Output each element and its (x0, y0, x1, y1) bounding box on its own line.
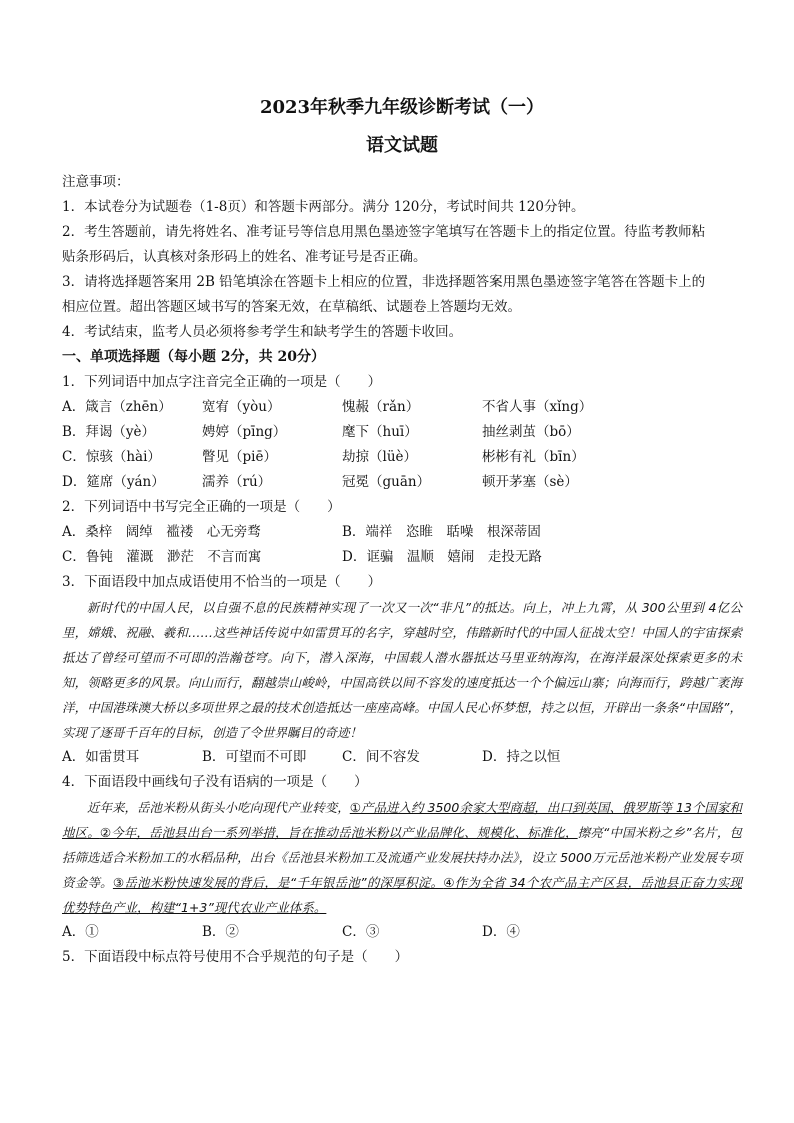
option-cell: 宽宥（yòu） (202, 399, 281, 415)
option-cell: 愧赧（rǎn） (342, 399, 420, 415)
option-row (62, 445, 742, 470)
option-row (62, 745, 742, 770)
question-5 (62, 945, 742, 970)
question-4 (62, 770, 742, 945)
option-cell: B．② (202, 924, 239, 940)
section-heading: 一、单项选择题（每小题 2分，共 20分） (62, 349, 325, 365)
option-cell: 彬彬有礼（bīn） (482, 449, 585, 465)
reading-passage: 新时代的中国人民，以自强不息的民族精神实现了一次又一次“非凡”的抵达。向上，冲上九霄，从 300公里到 4亿公里，嫦娥、祝融、羲和……这些神话传说中如雷贯耳的名字，穿越时空，伟踏新时代的中国人征战太空！中国人的宇宙探索抵达了曾经可望而不可即的浩瀚苍穹。向下，潜入深海，中国载人潜水器抵达马里亚纳海沟，在海洋最深处探索更多的未知，领略更多的风景。向山而行，翻越崇山峻岭，中国高铁以间不容发的速度抵达一个个偏远山寨；向海而行，跨越广袤海洋，中国港珠澳大桥以多项世界之最的技术创造抵达一座座高峰。中国人民心怀梦想，持之以恒，开辟出一条条“中国路”，实现了逐哥千百年的目标，创造了令世界瞩目的奇迹！ (62, 600, 742, 740)
option-row (62, 395, 742, 420)
option-cell: D．持之以恒 (482, 749, 561, 765)
question-stem: 2．下列词语中书写完全正确的一项是（ ） (62, 499, 341, 515)
exam-page (62, 96, 742, 970)
question-stem: 5．下面语段中标点符号使用不合乎规范的句子是（ ） (62, 949, 409, 965)
underlined-sentence: ④作为全省 34个农产品主产区县，岳池县正奋力实现优势特色产业，构建“1+3”现代农业产业体系。 (62, 875, 742, 915)
option-cell: 濡养（rú） (202, 474, 272, 490)
passage-text: 近年来，岳池米粉从街头小吃向现代产业转变， (87, 800, 350, 815)
option-cell: 抽丝剥茧（bō） (482, 424, 580, 440)
underlined-sentence: ③岳池米粉快速发展的背后，是“千年银岳池”的深厚积淀。 (112, 875, 444, 890)
notice-block (62, 170, 742, 345)
notice-item: 相应位置。超出答题区域书写的答案无效，在草稿纸、试题卷上答题均无效。 (62, 299, 521, 315)
option-row (62, 545, 742, 570)
option-row (62, 920, 742, 945)
question-stem: 3．下面语段中加点成语使用不恰当的一项是（ ） (62, 574, 382, 590)
notice-item: 3．请将选择题答案用 2B 铅笔填涂在答题卡上相应的位置，非选择题答案用黑色墨迹签字笔答在答题卡上的 (62, 274, 706, 290)
option-cell: A．如雷贯耳 (62, 749, 140, 765)
question-3 (62, 570, 742, 770)
notice-item: 1．本试卷分为试题卷（1-8页）和答题卡两部分。满分 120分，考试时间共 120分钟。 (62, 199, 585, 215)
option-cell: 劫掠（lüè） (342, 449, 418, 465)
exam-title: 2023年秋季九年级诊断考试（一） (259, 97, 545, 118)
underlined-sentence: ①产品进入约 3500余家大型商超，出口到英国、俄罗斯等 13个国家和地区。 (62, 800, 742, 840)
option-cell: D．诓骗 温顺 嬉闹 走投无路 (342, 549, 542, 565)
option-row (62, 520, 742, 545)
option-cell: B．端祥 恣睢 聒噪 根深蒂固 (342, 524, 541, 540)
option-cell: B．拜谒（yè） (62, 424, 156, 440)
option-cell: 瞥见（piē） (202, 449, 277, 465)
option-cell: C．鲁钝 灌溉 渺茫 不言而寓 (62, 549, 262, 565)
option-cell: D．筵席（yán） (62, 474, 165, 490)
reading-passage (62, 795, 742, 920)
option-row (62, 470, 742, 495)
question-2 (62, 495, 742, 570)
option-cell: C．惊骇（hài） (62, 449, 161, 465)
option-cell: 娉婷（pīng） (202, 424, 287, 440)
option-cell: 麾下（huī） (342, 424, 418, 440)
exam-subtitle: 语文试题 (366, 135, 438, 156)
question-stem: 1．下列词语中加点字注音完全正确的一项是（ ） (62, 374, 382, 390)
underlined-sentence: ②今年，岳池县出台一系列举措，旨在推动岳池米粉以产业品牌化、规模化、标准化， (99, 825, 578, 840)
option-cell: B．可望而不可即 (202, 749, 307, 765)
notice-item: 贴条形码后，认真核对条形码上的姓名、准考证号是否正确。 (62, 249, 427, 265)
notice-item: 2．考生答题前，请先将姓名、准考证号等信息用黑色墨迹签字笔填写在答题卡上的指定位置。待监考教师粘 (62, 224, 706, 240)
passage-text: 擦亮“中国米粉之乡”名片，包括筛选适合米粉加工的水稻品种，出台《岳池县米粉加工及流通产业发展扶持办法》，设立 5000万元岳池米粉产业发展专项资金等。 (62, 825, 742, 890)
option-cell: 不省人事（xǐng） (482, 399, 593, 415)
notice-item: 4．考试结束，监考人员必须将参考学生和缺考学生的答题卡收回。 (62, 324, 463, 340)
option-cell: A．箴言（zhēn） (62, 399, 172, 415)
option-cell: C．间不容发 (342, 749, 420, 765)
notice-heading: 注意事项： (62, 174, 130, 190)
option-row (62, 420, 742, 445)
option-cell: D．④ (482, 924, 520, 940)
question-stem: 4．下面语段中画线句子没有语病的一项是（ ） (62, 774, 368, 790)
question-1 (62, 370, 742, 495)
option-cell: 顿开茅塞（sè） (482, 474, 578, 490)
option-cell: A．① (62, 924, 99, 940)
option-cell: A．桑梓 阔绰 褴褛 心无旁骛 (62, 524, 261, 540)
option-cell: 冠冕（guān） (342, 474, 431, 490)
option-cell: C．③ (342, 924, 380, 940)
